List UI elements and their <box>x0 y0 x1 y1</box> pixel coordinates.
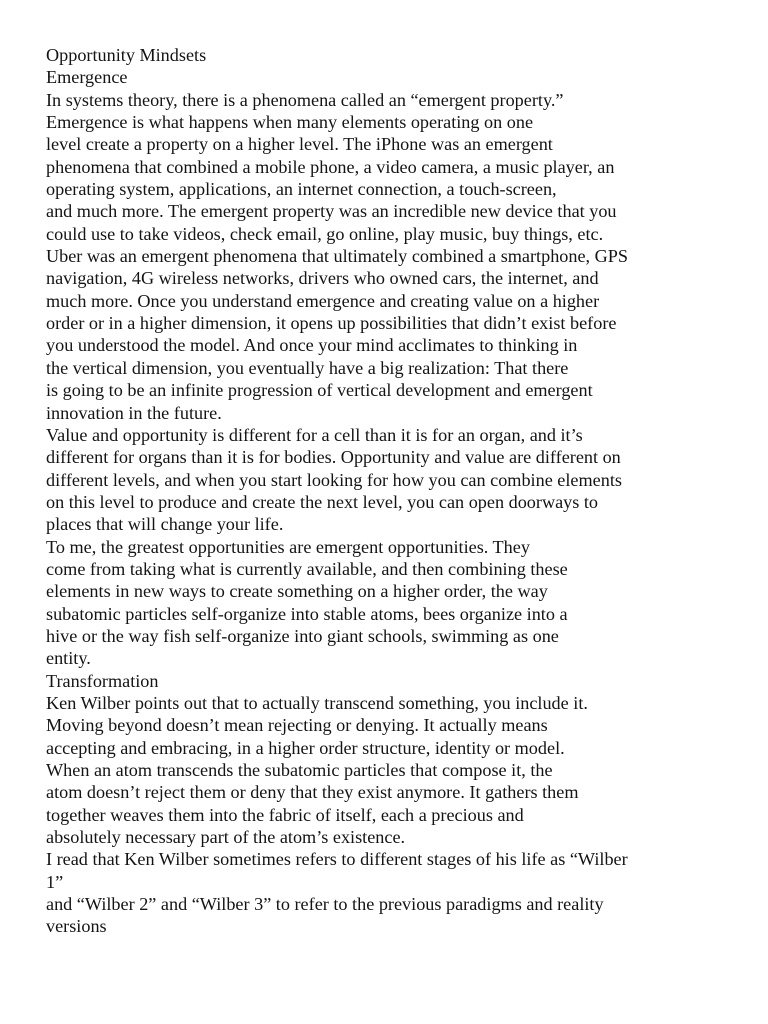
text-line: Ken Wilber points out that to actually transcend something, you include it. <box>46 692 588 713</box>
text-line: innovation in the future. <box>46 402 222 423</box>
text-line: you understood the model. And once your mind acclimates to thinking in <box>46 335 578 356</box>
text-line: navigation, 4G wireless networks, drivers who owned cars, the internet, and <box>46 268 599 289</box>
text-line: When an atom transcends the subatomic particles that compose it, the <box>46 760 553 780</box>
text-line: phenomena that combined a mobile phone, a video camera, a music player, an <box>46 156 615 177</box>
text-line: Value and opportunity is different for a cell than it is for an organ, and it’s <box>46 424 583 445</box>
section-heading-transformation: Transformation <box>46 670 159 691</box>
text-line: and much more. The emergent property was an incredible new device that you <box>46 201 617 222</box>
text-line: atom doesn’t reject them or deny that they exist anymore. It gathers them <box>46 782 579 803</box>
text-line: places that will change your life. <box>46 514 284 535</box>
text-line: on this level to produce and create the next level, you can open doorways to <box>46 491 599 512</box>
text-line: accepting and embracing, in a higher order structure, identity or model. <box>46 737 565 758</box>
text-line: and “Wilber 2” and “Wilber 3” to refer to the previous paradigms and reality <box>46 894 604 915</box>
text-line: 1” <box>46 871 64 892</box>
text-line: the vertical dimension, you eventually have a big realization: That there <box>46 357 569 378</box>
text-line: In systems theory, there is a phenomena called an “emergent property.” <box>46 89 564 110</box>
text-line: I read that Ken Wilber sometimes refers to different stages of his life as “Wilber <box>46 849 628 870</box>
text-line: different for organs than it is for bodies. Opportunity and value are different on <box>46 447 621 468</box>
text-line: is going to be an infinite progression of vertical development and emergent <box>46 380 593 401</box>
text-line: different levels, and when you start looking for how you can combine elements <box>46 469 622 490</box>
text-line: To me, the greatest opportunities are emergent opportunities. They <box>46 536 530 557</box>
text-line: together weaves them into the fabric of itself, each a precious and <box>46 804 524 825</box>
text-line: entity. <box>46 648 91 669</box>
text-line: Uber was an emergent phenomena that ultimately combined a smartphone, GPS <box>46 246 629 267</box>
paragraph <box>46 848 736 937</box>
paragraph <box>46 89 736 424</box>
text-line: Emergence is what happens when many elements operating on one <box>46 112 534 133</box>
text-line: absolutely necessary part of the atom’s existence. <box>46 827 406 848</box>
text-line: level create a property on a higher level. The iPhone was an emergent <box>46 134 553 155</box>
text-line: hive or the way fish self-organize into giant schools, swimming as one <box>46 625 559 646</box>
paragraph <box>46 692 736 848</box>
text-line: could use to take videos, check email, go online, play music, buy things, etc. <box>46 223 604 244</box>
text-line: operating system, applications, an internet connection, a touch-screen, <box>46 179 557 200</box>
paragraph <box>46 424 736 536</box>
text-line: order or in a higher dimension, it opens up possibilities that didn’t exist before <box>46 313 617 334</box>
text-line: elements in new ways to create something on a higher order, the way <box>46 581 548 602</box>
section-heading-emergence: Emergence <box>46 67 128 88</box>
text-line: much more. Once you understand emergence and creating value on a higher <box>46 290 600 311</box>
text-line: Moving beyond doesn’t mean rejecting or denying. It actually means <box>46 715 548 736</box>
text-line: subatomic particles self-organize into stable atoms, bees organize into a <box>46 603 568 624</box>
paragraph <box>46 536 736 670</box>
document-page <box>46 44 736 938</box>
text-line: versions <box>46 916 107 937</box>
text-line: come from taking what is currently available, and then combining these <box>46 558 568 579</box>
document-title: Opportunity Mindsets <box>46 45 207 65</box>
